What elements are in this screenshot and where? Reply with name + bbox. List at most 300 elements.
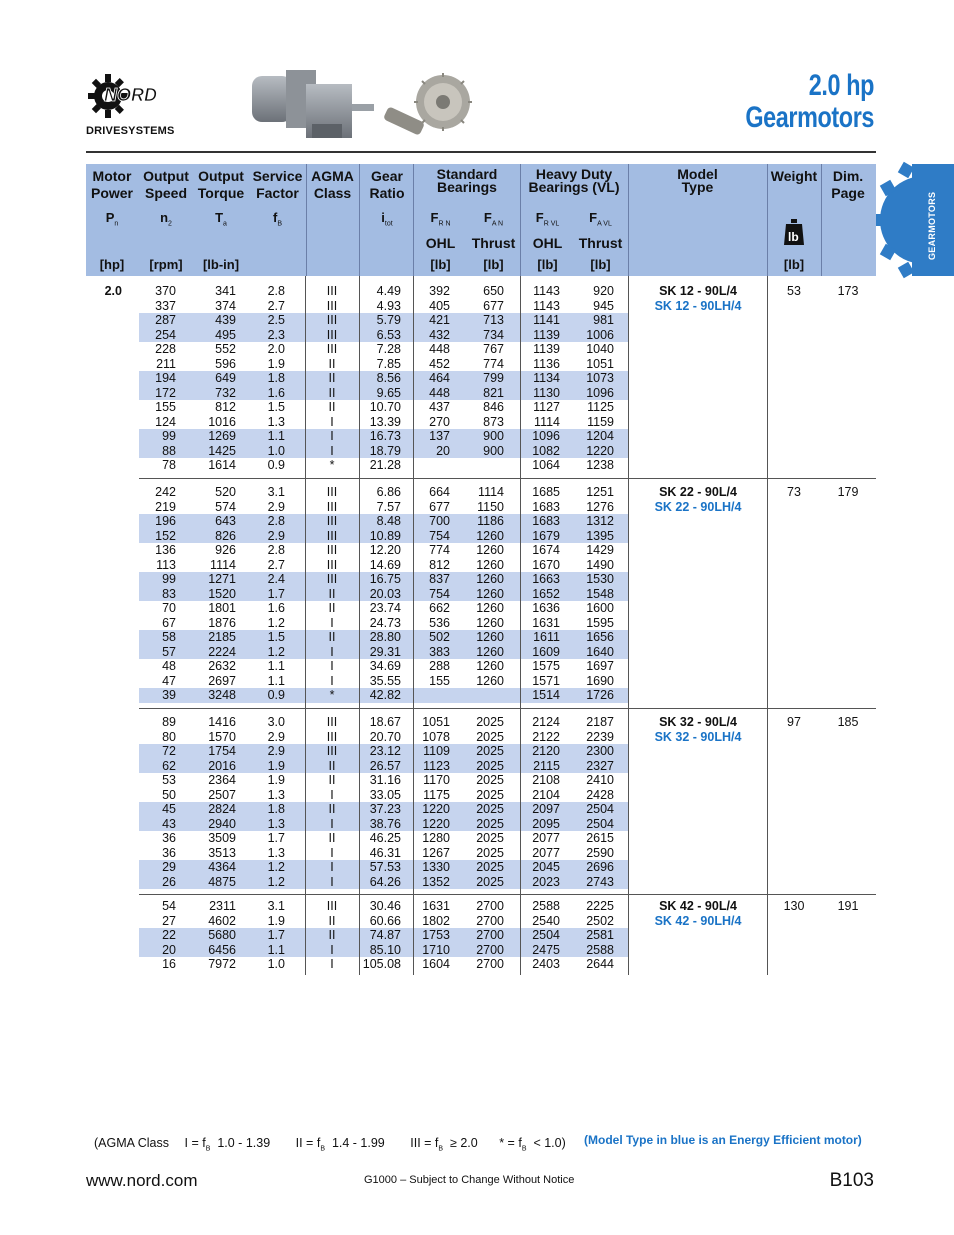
cell-gear-ratio: 60.66	[369, 913, 401, 928]
cell-thrust-heavy: 1096	[586, 385, 614, 400]
cell-service-factor: 1.9	[267, 773, 285, 787]
header-output-torque-line-1: Output	[198, 168, 244, 184]
column-divider	[413, 707, 414, 894]
cell-ohl-standard: 1123	[423, 758, 450, 773]
cell-thrust-heavy: 1159	[587, 414, 614, 429]
cell-output-speed: 20	[162, 942, 176, 957]
cell-agma-class: III	[326, 313, 338, 327]
cell-thrust-heavy: 2590	[586, 845, 614, 860]
cell-service-factor: 2.3	[267, 327, 285, 342]
cell-ohl-standard: 837	[429, 572, 450, 586]
cell-gear-ratio: 9.65	[376, 385, 401, 400]
cell-ohl-heavy: 1514	[532, 688, 560, 702]
cell-agma-class: I	[330, 414, 334, 429]
column-divider	[767, 477, 768, 708]
header-service-factor-line-2: Factor	[256, 185, 299, 201]
cell-output-speed: 99	[162, 429, 176, 443]
cell-agma-class: III	[326, 557, 338, 572]
cell-output-torque: 812	[215, 400, 236, 414]
cell-service-factor: 1.3	[267, 414, 285, 429]
cell-output-speed: 172	[155, 385, 176, 400]
cell-thrust-heavy: 2187	[586, 715, 614, 729]
cell-thrust-standard: 2025	[476, 831, 504, 845]
cell-output-torque: 2940	[208, 816, 236, 831]
cell-gear-ratio: 13.39	[369, 414, 401, 429]
cell-thrust-heavy: 1040	[586, 342, 614, 356]
header-symbol-favl: $F_{A VL}$	[589, 210, 612, 228]
cell-agma-class: III	[326, 342, 338, 356]
header-output-speed-line-2: Speed	[144, 185, 187, 201]
cell-output-speed: 194	[155, 371, 176, 385]
cell-service-factor: 2.7	[267, 298, 285, 313]
cell-output-torque: 4602	[208, 913, 236, 928]
header-divider-3	[520, 164, 521, 276]
cell-gear-ratio: 26.57	[369, 758, 401, 773]
footer-website-link[interactable]: www.nord.com	[86, 1171, 198, 1190]
cell-output-torque: 1114	[210, 557, 236, 572]
cell-agma-class: I	[330, 874, 334, 889]
cell-service-factor: 1.2	[267, 644, 285, 659]
header-heavy-duty-line-1: Heavy Duty	[535, 166, 613, 182]
header-standard-bearings-line-2: Bearings	[437, 179, 497, 195]
cell-service-factor: 1.5	[267, 400, 285, 414]
cell-thrust-heavy: 920	[593, 284, 614, 298]
header-divider-1	[359, 164, 360, 276]
cell-service-factor: 2.8	[267, 514, 285, 528]
cell-ohl-standard: 1220	[422, 816, 450, 831]
cell-output-torque: 341	[215, 284, 236, 298]
cell-ohl-standard: 662	[429, 601, 450, 615]
column-divider	[767, 707, 768, 894]
header-unit-lb3: [lb]	[537, 257, 558, 272]
cell-gear-ratio: 16.73	[369, 429, 401, 443]
cell-service-factor: 1.3	[267, 845, 285, 860]
cell-ohl-standard: 502	[429, 630, 450, 644]
cell-agma-class: I	[330, 659, 334, 673]
cell-thrust-heavy: 1051	[586, 356, 614, 371]
cell-ohl-heavy: 2077	[532, 831, 560, 845]
cell-ohl-heavy: 2115	[533, 758, 560, 773]
cell-output-speed: 70	[162, 601, 176, 615]
cell-gear-ratio: 10.89	[369, 528, 401, 543]
cell-output-torque: 495	[215, 327, 236, 342]
cell-output-speed: 36	[162, 831, 176, 845]
cell-service-factor: 1.3	[267, 787, 285, 802]
column-divider	[628, 477, 629, 708]
cell-service-factor: 2.9	[267, 744, 285, 758]
cell-thrust-standard: 2700	[476, 913, 504, 928]
cell-agma-class: I	[330, 443, 334, 458]
model-dim-page: 173	[837, 284, 859, 298]
cell-output-torque: 2016	[208, 758, 236, 773]
cell-thrust-heavy: 2327	[586, 758, 614, 773]
cell-thrust-heavy: 2410	[586, 773, 614, 787]
cell-ohl-heavy: 2097	[532, 802, 560, 816]
cell-output-speed: 62	[162, 758, 176, 773]
nord-logo	[86, 70, 168, 122]
column-divider	[628, 707, 629, 894]
energy-efficient-note: (Model Type in blue is an Energy Efficient motor)	[584, 1133, 862, 1147]
cell-thrust-standard: 650	[483, 284, 504, 298]
cell-thrust-heavy: 1600	[586, 601, 614, 615]
model-type-standard: SK 12 - 90L/4	[659, 284, 737, 298]
cell-ohl-heavy: 2077	[532, 845, 560, 860]
cell-service-factor: 1.1	[267, 942, 285, 957]
cell-ohl-heavy: 1130	[533, 385, 560, 400]
footer-document-note: G1000 – Subject to Change Without Notice	[364, 1174, 575, 1186]
cell-thrust-standard: 2700	[476, 899, 504, 913]
cell-agma-class: I	[330, 816, 334, 831]
column-divider	[359, 891, 360, 975]
cell-service-factor: 1.1	[267, 673, 285, 688]
cell-output-speed: 211	[156, 356, 176, 371]
cell-ohl-standard: 1220	[422, 802, 450, 816]
cell-thrust-heavy: 2504	[586, 802, 614, 816]
cell-gear-ratio: 12.20	[369, 543, 401, 557]
cell-thrust-standard: 2025	[476, 845, 504, 860]
header-standard-bearings-line-1: Standard	[436, 166, 498, 182]
model-type-energy-efficient: SK 42 - 90LH/4	[654, 913, 742, 928]
agma-class-1: $I = f_B$ 1.0 - 1.39	[184, 1136, 271, 1153]
cell-agma-class: III	[326, 899, 338, 913]
cell-thrust-heavy: 2239	[586, 729, 614, 744]
cell-ohl-heavy: 1064	[532, 458, 560, 472]
cell-thrust-heavy: 1697	[586, 659, 614, 673]
cell-output-torque: 643	[215, 514, 236, 528]
header-agma-line-2: Class	[313, 185, 352, 201]
cell-ohl-heavy: 2504	[532, 928, 560, 942]
header-service-factor-line-1: Service	[252, 168, 303, 184]
group-divider	[139, 894, 876, 895]
cell-ohl-heavy: 2104	[532, 787, 560, 802]
cell-ohl-standard: 754	[429, 586, 450, 601]
cell-ohl-standard: 1631	[422, 899, 450, 913]
cell-gear-ratio: 7.57	[376, 499, 401, 514]
cell-output-speed: 39	[162, 688, 176, 702]
cell-thrust-heavy: 1312	[586, 514, 614, 528]
cell-thrust-standard: 2025	[476, 773, 504, 787]
cell-thrust-standard: 1186	[477, 514, 504, 528]
cell-thrust-standard: 1260	[476, 528, 504, 543]
cell-thrust-standard: 2700	[476, 942, 504, 957]
cell-ohl-heavy: 1663	[532, 572, 560, 586]
cell-output-speed: 337	[155, 298, 176, 313]
cell-service-factor: 1.7	[267, 586, 285, 601]
cell-gear-ratio: 5.79	[376, 313, 401, 327]
cell-ohl-heavy: 1571	[532, 673, 560, 688]
header-output-torque-line-2: Torque	[197, 185, 245, 201]
cell-ohl-heavy: 1127	[533, 400, 560, 414]
cell-service-factor: 2.9	[267, 499, 285, 514]
cell-output-speed: 29	[162, 860, 176, 874]
cell-ohl-standard: 1078	[422, 729, 450, 744]
cell-output-torque: 826	[215, 528, 236, 543]
cell-ohl-standard: 288	[429, 659, 450, 673]
cell-output-speed: 136	[155, 543, 176, 557]
cell-ohl-heavy: 1674	[532, 543, 560, 557]
cell-service-factor: 1.2	[267, 860, 285, 874]
cell-output-torque: 520	[215, 485, 236, 499]
cell-thrust-heavy: 1238	[586, 458, 614, 472]
cell-thrust-heavy: 2615	[586, 831, 614, 845]
cell-ohl-standard: 421	[429, 313, 450, 327]
column-divider	[305, 891, 306, 975]
cell-service-factor: 1.1	[267, 429, 285, 443]
cell-thrust-standard: 2025	[476, 715, 504, 729]
cell-agma-class: III	[326, 298, 338, 313]
cell-ohl-standard: 1802	[422, 913, 450, 928]
cell-output-speed: 254	[155, 327, 176, 342]
cell-thrust-standard: 1260	[476, 543, 504, 557]
agma-class-legend	[94, 1136, 566, 1153]
cell-agma-class: III	[326, 528, 338, 543]
cell-agma-class: III	[326, 327, 338, 342]
cell-gear-ratio: 10.70	[369, 400, 401, 414]
cell-thrust-heavy: 1073	[586, 371, 614, 385]
cell-output-torque: 1425	[208, 443, 236, 458]
cell-output-torque: 5680	[208, 928, 236, 942]
cell-ohl-standard: 1109	[423, 744, 450, 758]
cell-output-torque: 2311	[209, 899, 236, 913]
cell-agma-class: II	[328, 371, 336, 385]
cell-agma-class: III	[326, 499, 338, 514]
cell-gear-ratio: 30.46	[369, 899, 401, 913]
page-title	[745, 70, 874, 134]
model-weight: 130	[783, 899, 805, 913]
cell-gear-ratio: 42.82	[369, 688, 401, 702]
header-symbol-fan: $F_{A N}$	[483, 210, 504, 228]
cell-ohl-standard: 405	[429, 298, 450, 313]
header-ohl-heavy: OHL	[532, 235, 563, 251]
cell-output-speed: 57	[162, 644, 176, 659]
model-type-energy-efficient: SK 12 - 90LH/4	[654, 298, 742, 313]
cell-service-factor: 2.8	[267, 543, 285, 557]
model-dim-page: 185	[837, 715, 859, 729]
cell-output-speed: 155	[155, 400, 176, 414]
cell-thrust-heavy: 2502	[586, 913, 614, 928]
cell-thrust-standard: 2025	[476, 816, 504, 831]
cell-gear-ratio: 37.23	[369, 802, 401, 816]
cell-thrust-standard: 774	[483, 356, 504, 371]
cell-agma-class: III	[326, 485, 338, 499]
cell-thrust-standard: 767	[483, 342, 504, 356]
cell-output-speed: 80	[162, 729, 176, 744]
cell-gear-ratio: 38.76	[369, 816, 401, 831]
cell-thrust-heavy: 2743	[586, 874, 614, 889]
cell-agma-class: I	[330, 644, 334, 659]
cell-gear-ratio: 33.05	[369, 787, 401, 802]
cell-output-torque: 6456	[208, 942, 236, 957]
cell-thrust-standard: 900	[483, 443, 504, 458]
model-weight: 53	[787, 284, 801, 298]
column-divider	[628, 276, 629, 478]
cell-output-torque: 4875	[208, 874, 236, 889]
cell-gear-ratio: 6.53	[376, 327, 401, 342]
cell-agma-class: I	[330, 787, 334, 802]
cell-ohl-standard: 1267	[422, 845, 450, 860]
cell-gear-ratio: 18.67	[369, 715, 401, 729]
cell-output-speed: 22	[162, 928, 176, 942]
cell-output-torque: 7972	[208, 957, 236, 971]
group-divider	[139, 478, 876, 479]
cell-gear-ratio: 8.48	[376, 514, 401, 528]
cell-ohl-standard: 464	[429, 371, 450, 385]
header-unit-lb5: [lb]	[783, 257, 805, 272]
column-divider	[767, 276, 768, 478]
cell-ohl-heavy: 2045	[532, 860, 560, 874]
cell-ohl-standard: 452	[429, 356, 450, 371]
cell-ohl-standard: 155	[429, 673, 450, 688]
cell-gear-ratio: 20.70	[369, 729, 401, 744]
cell-ohl-heavy: 1652	[532, 586, 560, 601]
cell-ohl-standard: 270	[429, 414, 450, 429]
cell-thrust-heavy: 981	[593, 313, 614, 327]
cell-thrust-standard: 2025	[476, 802, 504, 816]
model-dim-page: 179	[837, 485, 859, 499]
cell-thrust-standard: 799	[483, 371, 504, 385]
motor-power-value: 2.0	[104, 284, 122, 298]
cell-thrust-standard: 1260	[476, 557, 504, 572]
cell-service-factor: 1.0	[267, 443, 285, 458]
cell-output-speed: 242	[155, 485, 176, 499]
agma-class-3: III = $f_B \ge 2.0$	[410, 1136, 478, 1153]
cell-output-speed: 50	[162, 787, 176, 802]
column-divider	[520, 477, 521, 708]
cell-ohl-standard: 1280	[422, 831, 450, 845]
cell-output-torque: 3248	[208, 688, 236, 702]
cell-output-torque: 1520	[208, 586, 236, 601]
model-dim-page: 191	[837, 899, 859, 913]
cell-thrust-heavy: 1395	[586, 528, 614, 543]
model-type-standard: SK 22 - 90L/4	[659, 485, 737, 499]
cell-ohl-heavy: 1143	[533, 298, 560, 313]
cell-gear-ratio: 46.25	[369, 831, 401, 845]
model-type-energy-efficient: SK 32 - 90LH/4	[654, 729, 742, 744]
cell-output-speed: 43	[162, 816, 176, 831]
header-thrust-standard: Thrust	[471, 235, 516, 251]
cell-thrust-heavy: 1429	[586, 543, 614, 557]
cell-output-speed: 196	[155, 514, 176, 528]
cell-gear-ratio: 28.80	[369, 630, 401, 644]
cell-output-speed: 124	[155, 414, 176, 429]
cell-thrust-standard: 2025	[476, 787, 504, 802]
header-unit-lb4: [lb]	[590, 257, 611, 272]
column-divider	[628, 891, 629, 975]
cell-output-torque: 732	[215, 385, 236, 400]
cell-agma-class: *	[329, 458, 335, 472]
column-divider	[359, 707, 360, 894]
cell-output-speed: 72	[162, 744, 176, 758]
cell-gear-ratio: 20.03	[369, 586, 401, 601]
cell-output-torque: 552	[215, 342, 236, 356]
cell-ohl-heavy: 1139	[533, 327, 560, 342]
svg-text:lb: lb	[788, 230, 799, 244]
gearmotor-product-image	[248, 64, 473, 152]
cell-ohl-heavy: 1136	[533, 356, 560, 371]
cell-agma-class: II	[328, 400, 336, 414]
cell-thrust-heavy: 1690	[586, 673, 614, 688]
cell-thrust-standard: 1260	[476, 659, 504, 673]
cell-thrust-standard: 734	[483, 327, 504, 342]
cell-thrust-standard: 1260	[476, 644, 504, 659]
cell-output-speed: 36	[162, 845, 176, 860]
cell-thrust-heavy: 1656	[586, 630, 614, 644]
cell-gear-ratio: 29.31	[369, 644, 401, 659]
cell-output-torque: 2224	[208, 644, 236, 659]
cell-ohl-standard: 1051	[422, 715, 450, 729]
cell-gear-ratio: 21.28	[369, 458, 401, 472]
header-output-speed-line-1: Output	[143, 168, 189, 184]
cell-agma-class: III	[326, 729, 338, 744]
cell-ohl-standard: 1175	[423, 787, 450, 802]
header-symbol-pn: $P_n$	[105, 210, 119, 228]
cell-output-speed: 47	[162, 673, 176, 688]
cell-thrust-standard: 1260	[476, 572, 504, 586]
column-divider	[520, 707, 521, 894]
cell-agma-class: I	[330, 615, 334, 630]
cell-gear-ratio: 23.74	[369, 601, 401, 615]
cell-output-torque: 2507	[208, 787, 236, 802]
column-divider	[413, 477, 414, 708]
cell-ohl-standard: 754	[429, 528, 450, 543]
cell-thrust-standard: 2700	[476, 928, 504, 942]
cell-service-factor: 1.3	[267, 816, 285, 831]
cell-output-speed: 89	[162, 715, 176, 729]
cell-gear-ratio: 57.53	[369, 860, 401, 874]
cell-ohl-heavy: 2023	[532, 874, 560, 889]
cell-agma-class: II	[328, 831, 336, 845]
cell-thrust-heavy: 1204	[586, 429, 614, 443]
cell-agma-class: III	[326, 744, 338, 758]
cell-output-speed: 219	[155, 499, 176, 514]
cell-thrust-standard: 873	[483, 414, 504, 429]
header-symbol-frvl: $F_{R VL}$	[535, 210, 560, 228]
cell-ohl-standard: 137	[429, 429, 450, 443]
cell-service-factor: 2.4	[267, 572, 285, 586]
cell-service-factor: 3.1	[267, 485, 285, 499]
cell-ohl-heavy: 2095	[532, 816, 560, 831]
cell-ohl-heavy: 2120	[532, 744, 560, 758]
cell-agma-class: II	[328, 385, 336, 400]
header-ohl-standard: OHL	[425, 235, 456, 251]
cell-service-factor: 0.9	[267, 688, 285, 702]
cell-ohl-heavy: 2108	[532, 773, 560, 787]
model-type-energy-efficient: SK 22 - 90LH/4	[654, 499, 742, 514]
cell-output-torque: 596	[215, 356, 236, 371]
cell-agma-class: II	[328, 758, 336, 773]
cell-gear-ratio: 4.49	[376, 284, 401, 298]
cell-service-factor: 3.0	[267, 715, 285, 729]
cell-output-speed: 26	[162, 874, 176, 889]
cell-gear-ratio: 74.87	[369, 928, 401, 942]
cell-agma-class: II	[328, 630, 336, 644]
group-divider	[139, 708, 876, 709]
cell-thrust-standard: 2025	[476, 874, 504, 889]
cell-gear-ratio: 7.85	[376, 356, 401, 371]
column-divider	[305, 477, 306, 708]
cell-thrust-standard: 2025	[476, 860, 504, 874]
cell-gear-ratio: 31.16	[369, 773, 401, 787]
cell-service-factor: 0.9	[267, 458, 285, 472]
header-unit-lb1: [lb]	[430, 257, 451, 272]
header-model-type-line-2: Type	[681, 179, 714, 195]
cell-agma-class: II	[328, 928, 336, 942]
header-divider-6	[821, 164, 822, 276]
cell-gear-ratio: 64.26	[369, 874, 401, 889]
model-type-standard: SK 32 - 90L/4	[659, 715, 737, 729]
cell-output-speed: 16	[162, 957, 176, 971]
cell-ohl-heavy: 2403	[532, 957, 560, 971]
